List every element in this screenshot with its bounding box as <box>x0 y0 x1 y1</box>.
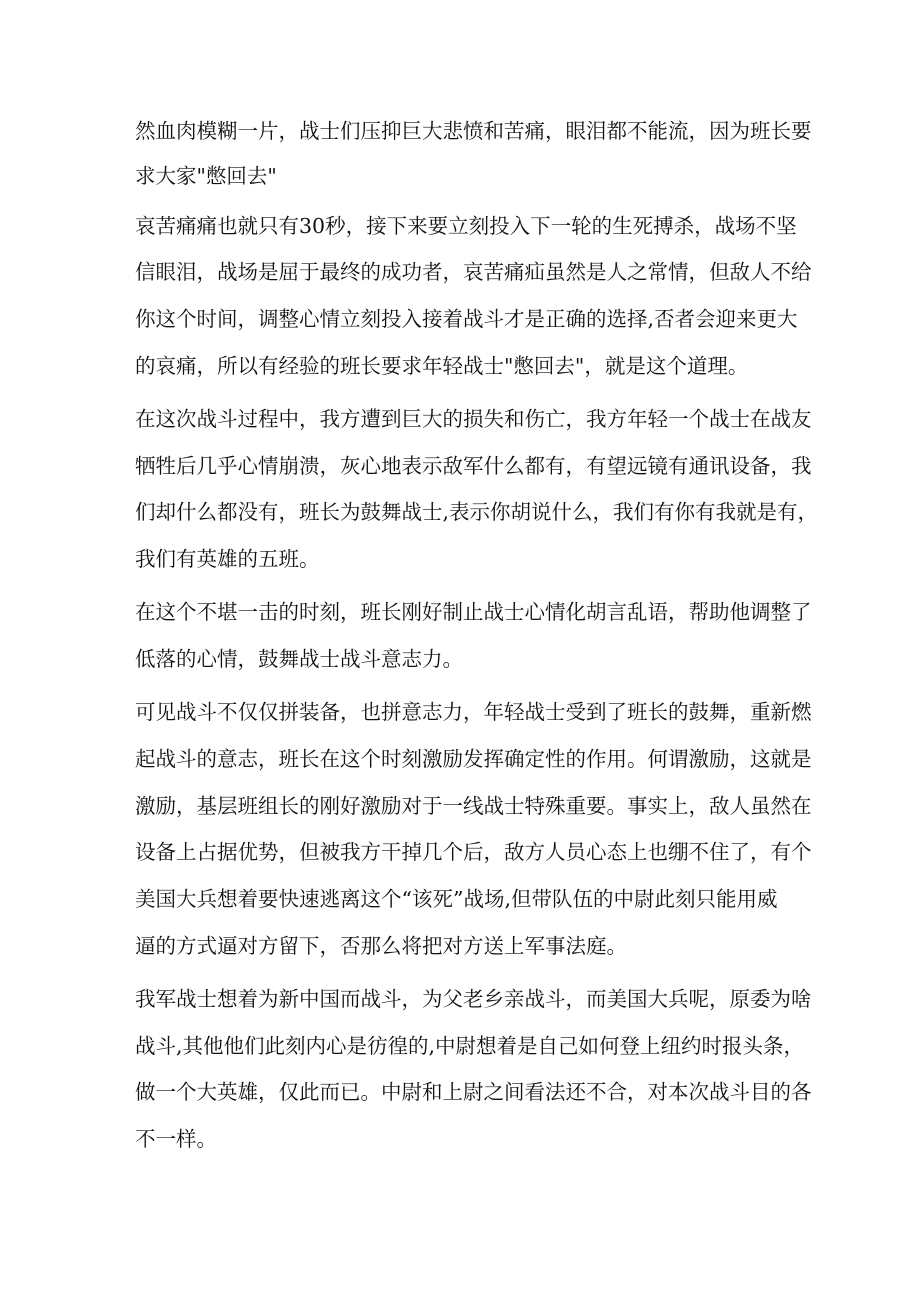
paragraph-5-line-1: 可见战斗不仅仅拼装备，也拼意志力，年轻战士受到了班长的鼓舞，重新燃 <box>135 700 812 724</box>
paragraph-2-line-3: 你这个时间，调整心情立刻投入接着战斗才是正确的选择,否者会迎来更大 <box>135 307 798 331</box>
paragraph-5-line-3: 激励，基层班组长的刚好激励对于一线战士特殊重要。事实上，敌人虽然在 <box>135 794 812 818</box>
paragraph-1-line-2: 求大家"憋回去" <box>135 164 277 188</box>
paragraph-6-line-2: 战斗,其他他们此刻内心是彷徨的,中尉想着是自己如何登上纽约时报头条， <box>135 1034 805 1058</box>
paragraph-2-line-2: 信眼泪，战场是屈于最终的成功者，哀苦痛疝虽然是人之常情，但敌人不给 <box>135 260 812 284</box>
paragraph-5-line-2: 起战斗的意志，班长在这个时刻激励发挥确定性的作用。何谓激励，这就是 <box>135 747 812 771</box>
paragraph-4-line-1: 在这个不堪一击的时刻，班长刚好制止战士心情化胡言乱语，帮助他调整了 <box>135 600 812 624</box>
paragraph-3-line-2: 牺牲后几乎心情崩溃，灰心地表示敌军什么都有，有望远镜有通讯设备，我 <box>135 454 812 478</box>
paragraph-5-line-4: 设备上占据优势，但被我方干掉几个后，敌方人员心态上也绷不住了，有个 <box>135 840 812 864</box>
paragraph-3-line-3: 们却什么都没有，班长为鼓舞战士,表示你胡说什么，我们有你有我就是有， <box>135 500 819 524</box>
paragraph-6-line-1: 我军战士想着为新中国而战斗，为父老乡亲战斗，而美国大兵呢，原委为啥 <box>135 987 812 1011</box>
paragraph-2-line-1: 哀苦痛痛也就只有30秒，接下来要立刻投入下一轮的生死搏杀，战场不坚 <box>135 214 797 238</box>
paragraph-3-line-1: 在这次战斗过程中，我方遭到巨大的损失和伤亡，我方年轻一个战士在战友 <box>135 407 812 431</box>
paragraph-2-line-4: 的哀痛，所以有经验的班长要求年轻战士"憋回去"，就是这个道理。 <box>135 354 749 378</box>
paragraph-5-line-6: 逼的方式逼对方留下，否那么将把对方送上军事法庭。 <box>135 934 627 958</box>
paragraph-3-line-4: 我们有英雄的五班。 <box>135 547 320 571</box>
paragraph-6-line-4: 不一样。 <box>135 1127 217 1151</box>
paragraph-4-line-2: 低落的心情，鼓舞战士战斗意志力。 <box>135 647 463 671</box>
paragraph-5-line-5: 美国大兵想着要快速逃离这个“该死”战场,但带队伍的中尉此刻只能用威 <box>135 887 778 911</box>
paragraph-6-line-3: 做一个大英雄，仅此而已。中尉和上尉之间看法还不合，对本次战斗目的各 <box>135 1080 812 1104</box>
paragraph-1-line-1: 然血肉模糊一片，战士们压抑巨大悲愤和苦痛，眼泪都不能流，因为班长要 <box>135 119 812 143</box>
